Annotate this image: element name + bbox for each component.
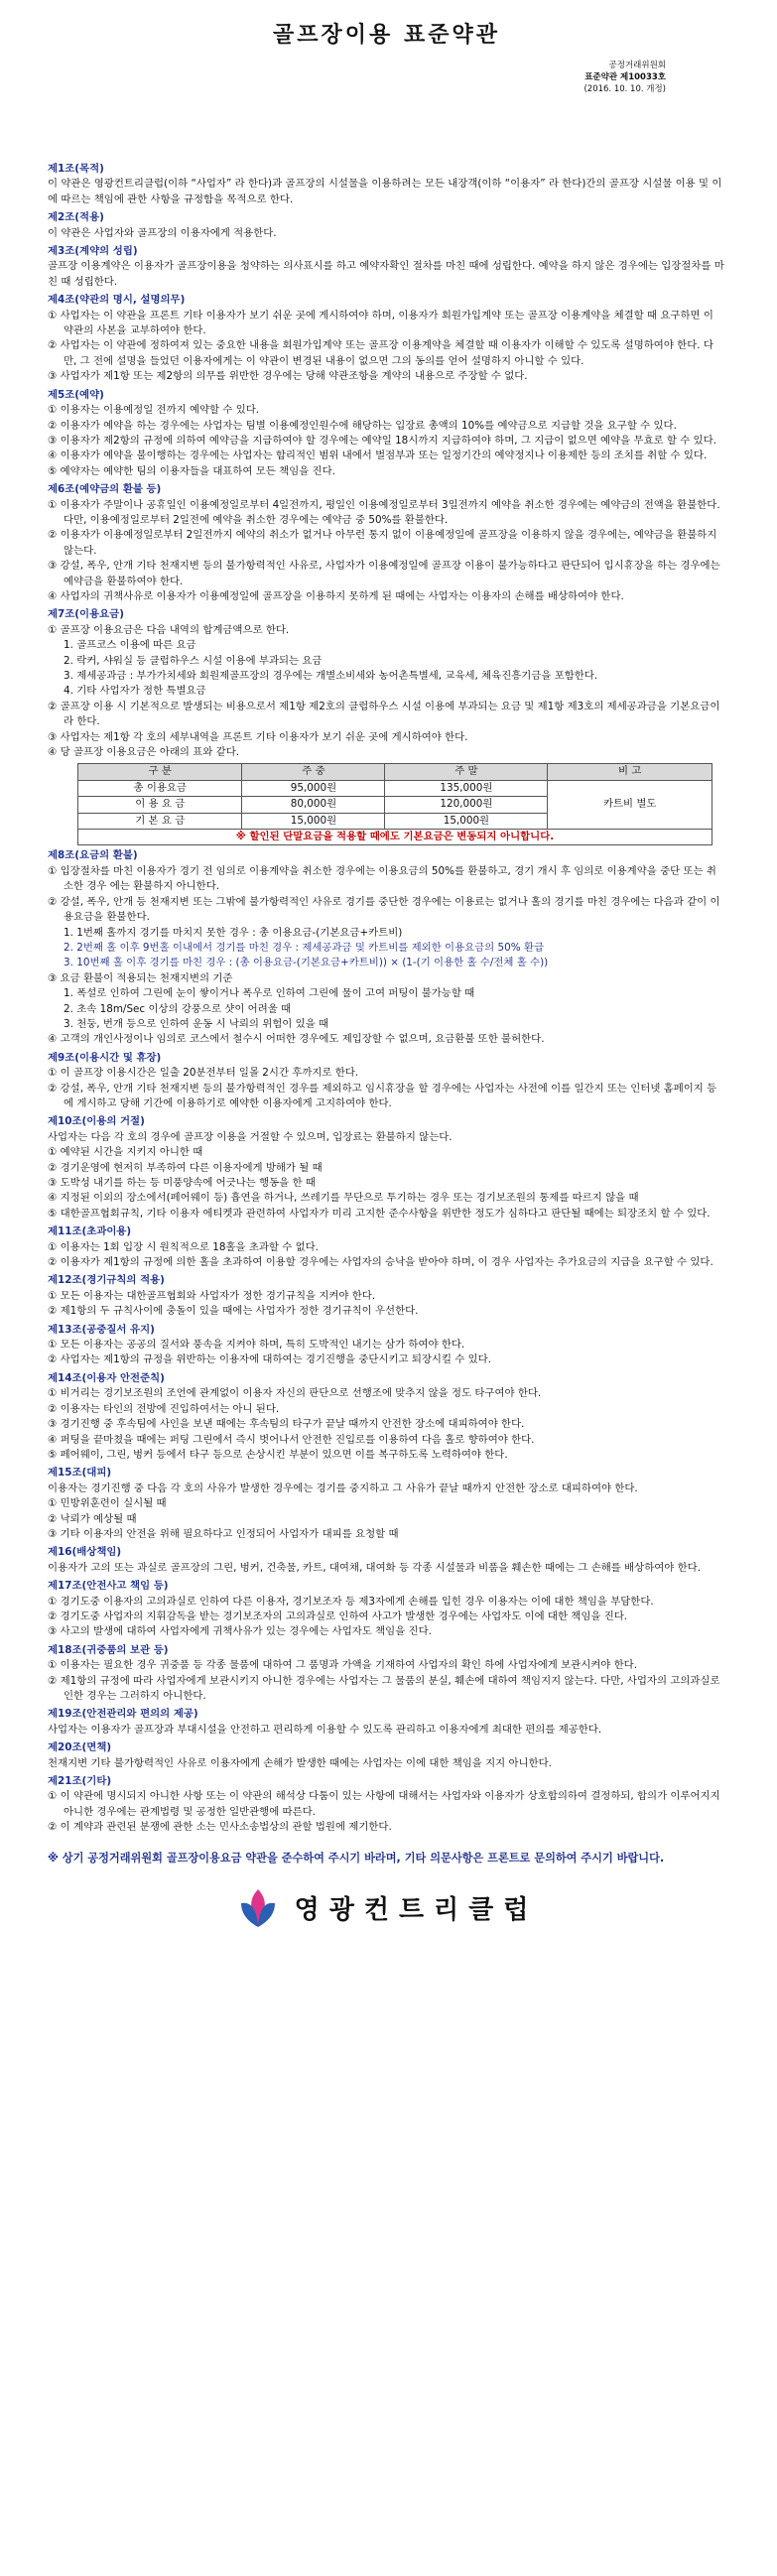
fee-table-cell: 80,000원 bbox=[242, 797, 385, 813]
clause-item: ④ 사업자의 귀책사유로 이용자가 이용예정일에 골프장을 이용하지 못하게 된 때에는 사업자는 이용자의 손해를 배상하여야 한다. bbox=[48, 589, 624, 602]
clause-item: ② 강설, 폭우, 안개 기타 천재지변 등의 불가항력적인 경우를 제외하고 임시휴장을 할 경우에는 사업자는 사전에 이를 일간지 또는 인터넷 홈페이지 등에 게시하고 당해 기간에 이용하기로 예약한 이용자에게 고지하여야 한다. bbox=[48, 1082, 717, 1109]
clause-item: ① 비거리는 경기보조원의 조언에 관계없이 이용자 자신의 판단으로 선행조에 맞추지 않을 정도 타구여야 한다. bbox=[48, 1387, 542, 1400]
article-heading: 제10조(이용의 거절) bbox=[48, 1115, 145, 1128]
clause-item: ② 제1항의 두 규칙사이에 충돌이 있을 때에는 사업자가 정한 경기규칙이 우선한다. bbox=[48, 1305, 419, 1318]
clause-item: ① 사업자는 이 약관을 프론트 기타 이용자가 보기 쉬운 곳에 게시하여야 하며, 이용자가 회원가입계약 또는 골프장 이용계약을 체결할 때 요구하면 이 약관의 사본을 교부하여야 한다. bbox=[48, 309, 713, 337]
sub-clause-item: 1. 1번째 홀까지 경기를 마치지 못한 경우 : 총 이용요금-(기본요금+카트비) bbox=[64, 926, 403, 939]
article-text: 천재지변 기타 불가항력적인 사유로 이용자에게 손해가 발생한 때에는 사업자는 이에 대한 책임을 지지 아니한다. bbox=[48, 1756, 552, 1769]
club-logo-icon bbox=[235, 1885, 281, 1931]
sub-clause-item: 1. 골프코스 이용에 따른 요금 bbox=[64, 639, 196, 652]
clause-item: ② 제1항의 규정에 따라 사업자에게 보관시키지 아니한 경우에는 사업자는 그 물품의 분실, 훼손에 대하여 책임지지 않는다. 다만, 사업자의 고의과실로 인한 경우는 그러하지 아니한다. bbox=[48, 1674, 720, 1702]
fee-table-cell: 기 본 요 금 bbox=[78, 813, 242, 829]
article-heading: 제13조(공중질서 유지) bbox=[48, 1323, 155, 1336]
sub-clause-item: 3. 10번째 홀 이후 경기를 마친 경우 : (총 이용요금-(기본요금+카트비)) × (1-(기 이용한 홀 수/전체 홀 수)) bbox=[64, 957, 549, 969]
clause-item: ⑤ 페어웨이, 그린, 벙커 등에서 타구 등으로 손상시킨 부분이 있으면 이를 복구하도록 노력하여야 한다. bbox=[48, 1448, 508, 1461]
article-heading: 제5조(예약) bbox=[48, 388, 104, 401]
club-logo-text: 영광컨트리클럽 bbox=[294, 1895, 539, 1926]
document-title: 골프장이용 표준약관 bbox=[273, 23, 500, 48]
clause-item: ② 사업자는 이 약관에 정하여져 있는 중요한 내용을 회원가입계약 또는 골프장 이용계약을 체결할 때 이용자가 이해할 수 있도록 설명하여야 한다. 다만, 그 전에 설명을 들었던 이용자에게는 이 약관이 변경된 내용이 없으면 그의 동의를 얻어 설명하지 아니할 수 있다. bbox=[48, 339, 713, 367]
clause-item: ① 이 골프장 이용시간은 일출 20분전부터 일몰 2시간 후까지로 한다. bbox=[48, 1067, 359, 1080]
article-heading: 제7조(이용요금) bbox=[48, 608, 124, 621]
clause-item: ② 이용자가 이용예정일로부터 2일전까지 예약의 취소가 없거나 아무런 통지 없이 이용예정일에 골프장을 이용하지 않을 경우에는, 예약금을 환불하지 않는다. bbox=[48, 529, 717, 557]
article-heading: 제12조(경기규칙의 적용) bbox=[48, 1274, 165, 1287]
clause-item: ③ 사업자가 제1항 또는 제2항의 의무를 위반한 경우에는 당해 약관조항을 계약의 내용으로 주장할 수 없다. bbox=[48, 370, 528, 383]
sub-clause-item: 2. 초속 18m/Sec 이상의 강풍으로 샷이 어려울 때 bbox=[64, 1002, 292, 1015]
sub-clause-item: 4. 기타 사업자가 정한 특별요금 bbox=[64, 685, 206, 698]
clause-item: ① 골프장 이용요금은 다음 내역의 합계금액으로 한다. bbox=[48, 623, 290, 636]
clause-item: ① 경기도중 이용자의 고의과실로 인하여 다른 이용자, 경기보조자 등 제3자에게 손해를 입힌 경우 이용자는 이에 대한 책임을 부담한다. bbox=[48, 1595, 654, 1608]
article-text: 이 약관은 영광컨트리클럽(이하 “사업자” 라 한다)과 골프장의 시설물을 이용하려는 모든 내장객(이하 “이용자” 라 한다)간의 골프장 시설물 이용 및 이에 따르는 책임에 관한 사항을 규정함을 목적으로 한다. bbox=[48, 178, 722, 205]
fee-table-row bbox=[78, 780, 712, 796]
fee-table bbox=[77, 763, 712, 845]
clause-item: ② 경기운영에 현저히 부족하여 다른 이용자에게 방해가 될 때 bbox=[48, 1161, 323, 1174]
article-heading: 제1조(목적) bbox=[48, 163, 104, 175]
stamp-org: 공정거래위원회 bbox=[608, 61, 666, 70]
clause-item: ③ 사고의 발생에 대하여 사업자에게 귀책사유가 있는 경우에는 사업자도 책임을 진다. bbox=[48, 1625, 432, 1638]
article-heading: 제15조(대피) bbox=[48, 1467, 112, 1480]
clause-item: ② 골프장 이용 시 기본적으로 발생되는 비용으로서 제1항 제2호의 클럽하우스 시설 이용에 부과되는 요금 및 제1항 제3호의 제세공과금을 기본요금이라 한다. bbox=[48, 700, 720, 728]
clause-item: ② 낙뢰가 예상될 때 bbox=[48, 1512, 137, 1525]
clause-item: ① 민방위훈련이 실시될 때 bbox=[48, 1497, 167, 1510]
article-text: 이용자는 경기진행 중 다음 각 호의 사유가 발생한 경우에는 경기를 중지하고 그 사유가 끝날 때까지 안전한 장소로 대피하여야 한다. bbox=[48, 1481, 638, 1494]
clause-item: ④ 지정된 이외의 장소에서(페어웨이 등) 흡연을 하거나, 쓰레기를 무단으로 투기하는 경우 또는 경기보조원의 통제를 따르지 않을 때 bbox=[48, 1192, 639, 1205]
clause-item: ① 이용자는 필요한 경우 귀중품 등 각종 물품에 대하여 그 품명과 가액을 기재하여 사업자의 확인 하에 사업자에게 보관시켜야 한다. bbox=[48, 1659, 638, 1672]
fee-table-header: 비 고 bbox=[548, 764, 712, 780]
clause-item: ② 경기도중 사업자의 지휘감독을 받는 경기보조자의 고의과실로 인하여 사고가 발생한 경우에는 사업자도 이에 대한 책임을 진다. bbox=[48, 1610, 628, 1622]
terms-body bbox=[48, 162, 725, 1836]
fee-table-header: 구 분 bbox=[78, 764, 242, 780]
clause-item: ① 이용자는 이용예정일 전까지 예약할 수 있다. bbox=[48, 404, 260, 417]
sub-clause-item: 3. 제세공과금 : 부가가치세와 회원제골프장의 경우에는 개별소비세와 농어촌특별세, 교육세, 체육진흥기금을 포함한다. bbox=[64, 670, 598, 682]
fee-table-cell: 이 용 요 금 bbox=[78, 797, 242, 813]
clause-item: ① 모든 이용자는 공공의 질서와 풍속을 지켜야 하며, 특히 도박적인 내기는 삼가 하여야 한다. bbox=[48, 1339, 465, 1352]
fee-table-cell: 95,000원 bbox=[242, 780, 385, 796]
clause-item: ③ 기타 이용자의 안전을 위해 필요하다고 인정되어 사업자가 대피를 요청할 때 bbox=[48, 1527, 399, 1540]
fee-table-cell: 15,000원 bbox=[385, 813, 548, 829]
article-heading: 제21조(기타) bbox=[48, 1775, 112, 1788]
clause-item: ④ 당 골프장 이용요금은 아래의 표와 같다. bbox=[48, 746, 240, 759]
article-text: 사업자는 다음 각 호의 경우에 골프장 이용을 거절할 수 있으며, 입장료는 환불하지 않는다. bbox=[48, 1130, 453, 1143]
fee-table-cell: 120,000원 bbox=[385, 797, 548, 813]
clause-item: ② 강설, 폭우, 안개 등 천재지변 또는 그밖에 불가항력적인 사유로 경기를 중단한 경우에는 이용료는 없거나 홀의 경기를 마친 경우에는 다음과 같이 이용요금을 환불한다. bbox=[48, 895, 720, 924]
article-heading: 제19조(안전관리와 편의의 제공) bbox=[48, 1708, 198, 1721]
article-text: 사업자는 이용자가 골프장과 부대시설을 안전하고 편리하게 이용할 수 있도록 관리하고 이용자에게 최대한 편의를 제공한다. bbox=[48, 1723, 602, 1736]
clause-item: ① 입장절차를 마친 이용자가 경기 전 임의로 이용계약을 취소한 경우에는 이용요금의 50%를 환불하고, 경기 개시 후 임의로 이용계약을 중단 또는 취소한 경우 에는 환불하지 아니한다. bbox=[48, 864, 716, 893]
clause-item: ① 이용자가 주말이나 공휴일인 이용예정일로부터 4일전까지, 평일인 이용예정일로부터 3일전까지 예약을 취소한 경우에는 예약금의 전액을 환불한다. 다만, 이용예정일로부터 2일전에 예약을 취소한 경우에는 예약금 중 50%를 환불한다. bbox=[48, 498, 720, 526]
clause-item: ② 이용자는 타인의 전방에 진입하여서는 아니 된다. bbox=[48, 1402, 280, 1415]
clause-item: ③ 이용자가 제2항의 규정에 의하여 예약금을 지급하여야 할 경우에는 예약일 18시까지 지급하여야 하며, 그 지급이 없으면 예약을 무효로 할 수 있다. bbox=[48, 434, 716, 447]
article-heading: 제11조(초과이용) bbox=[48, 1225, 132, 1238]
clause-item: ③ 강설, 폭우, 안개 기타 천재지변 등의 불가항력적인 사유로, 사업자가 이용예정일에 골프장 이용이 불가능하다고 판단되어 입시휴장을 하는 경우에는 예약금을 환불하여야 한다. bbox=[48, 560, 720, 587]
fee-table-header: 주 말 bbox=[385, 764, 548, 780]
approval-stamp bbox=[48, 60, 725, 159]
article-heading: 제18조(귀중품의 보관 등) bbox=[48, 1643, 169, 1656]
clause-item: ① 모든 이용자는 대한골프협회와 사업자가 정한 경기규칙을 지켜야 한다. bbox=[48, 1289, 376, 1302]
clause-item: ③ 도박성 내기를 하는 등 미풍양속에 어긋나는 행동을 한 때 bbox=[48, 1177, 316, 1189]
clause-item: ② 사업자는 제1항의 규정을 위반하는 이용자에 대하여는 경기진행을 중단시키고 퇴장시킬 수 있다. bbox=[48, 1353, 492, 1366]
clause-item: ③ 요금 환불이 적용되는 천재지변의 기준 bbox=[48, 971, 233, 984]
clause-item: ① 이용자는 1회 입장 시 원칙적으로 18홀을 초과할 수 없다. bbox=[48, 1240, 319, 1253]
sub-clause-item: 1. 폭설로 인하여 그린에 눈이 쌓이거나 폭우로 인하여 그린에 물이 고여 퍼팅이 불가능할 때 bbox=[64, 987, 475, 1000]
clause-item: ⑤ 예약자는 예약한 팀의 이용자들을 대표하여 모든 책임을 진다. bbox=[48, 464, 335, 477]
article-heading: 제8조(요금의 환불) bbox=[48, 849, 138, 862]
article-heading: 제3조(계약의 성립) bbox=[48, 245, 138, 258]
article-text: 이 약관은 사업자와 골프장의 이용자에게 적용한다. bbox=[48, 226, 277, 239]
fee-table-cell: 총 이용요금 bbox=[78, 780, 242, 796]
clause-item: ② 이용자가 제1항의 규정에 의한 홀을 초과하여 이용할 경우에는 사업자의 승낙을 받아야 하며, 이 경우 사업자는 추가요금의 지급을 요구할 수 있다. bbox=[48, 1256, 713, 1269]
article-heading: 제20조(면책) bbox=[48, 1741, 112, 1754]
article-text: 골프장 이용계약은 이용자가 골프장이용을 청약하는 의사표시를 하고 예약자확인 절차를 마친 때에 성립한다. 예약을 하지 않은 경우에는 입장절차를 마친 때 성립한다. bbox=[48, 260, 724, 288]
stamp-date: (2016. 10. 10. 개정) bbox=[583, 84, 666, 94]
final-note: ※ 상기 공정거래위원회 골프장이용요금 약관을 준수하여 주시기 바라며, 기타 의문사항은 프론트로 문의하여 주시기 바랍니다. bbox=[48, 1851, 665, 1865]
clause-item: ③ 경기진행 중 후속팀에 사인을 보낸 때에는 후속팀의 타구가 끝날 때까지 안전한 장소에 대피하여야 한다. bbox=[48, 1418, 525, 1431]
article-heading: 제16(배상책임) bbox=[48, 1546, 122, 1559]
fee-table-cell: 15,000원 bbox=[242, 813, 385, 829]
clause-item: ④ 퍼팅을 끝마쳤을 때에는 퍼팅 그린에서 즉시 벗어나서 안전한 진입로를 이용하여 다음 홀로 향하여야 한다. bbox=[48, 1433, 535, 1446]
clause-item: ② 이용자가 예약을 하는 경우에는 사업자는 팀별 이용예정인원수에 해당하는 입장료 총액의 10%를 예약금으로 지급할 것을 요구할 수 있다. bbox=[48, 419, 677, 432]
article-text: 이용자가 고의 또는 과실로 골프장의 그린, 벙커, 건축물, 카트, 대여채, 대여화 등 각종 시설물과 비품을 훼손한 때에는 그 손해를 배상하여야 한다. bbox=[48, 1561, 701, 1574]
article-heading: 제9조(이용시간 및 휴장) bbox=[48, 1051, 162, 1064]
article-heading: 제2조(적용) bbox=[48, 211, 104, 224]
clause-item: ① 이 약관에 명시되지 아니한 사항 또는 이 약관의 해석상 다툼이 있는 사항에 대해서는 사업자와 이용자가 상호합의하여 결정하되, 합의가 이루어지지 아니한 경우에는 관계법령 및 공정한 일반관행에 따른다. bbox=[48, 1790, 720, 1818]
article-heading: 제17조(안전사고 책임 등) bbox=[48, 1580, 169, 1593]
clause-item: ④ 고객의 개인사정이나 임의로 코스에서 철수시 어떠한 경우에도 제입장할 수 없으며, 요금환불 또한 불허한다. bbox=[48, 1033, 545, 1046]
article-heading: 제4조(약관의 명시, 설명의무) bbox=[48, 294, 186, 307]
club-logo bbox=[48, 1885, 725, 1931]
article-heading: 제6조(예약금의 환불 등) bbox=[48, 483, 162, 496]
sub-clause-item: 2. 2번째 홀 이후 9번홀 이내에서 경기를 마친 경우 : 제세공과금 및 카트비를 제외한 이용요금의 50% 환급 bbox=[64, 941, 544, 954]
fee-table-remark: 카트비 별도 bbox=[548, 780, 712, 829]
article-heading: 제14조(이용자 안전준칙) bbox=[48, 1371, 165, 1384]
fee-table-cell: 135,000원 bbox=[385, 780, 548, 796]
stamp-number: 표준약관 제10033호 bbox=[584, 72, 666, 82]
sub-clause-item: 3. 천둥, 번개 등으로 인하여 운동 시 낙뢰의 위험이 있을 때 bbox=[64, 1017, 329, 1030]
fee-table-header: 주 중 bbox=[242, 764, 385, 780]
clause-item: ⑤ 대한골프협회규칙, 기타 이용자 에티켓과 관련하여 사업자가 미리 고지한 준수사항을 위반한 정도가 심하다고 판단될 때에는 퇴장조치 할 수 있다. bbox=[48, 1207, 711, 1220]
clause-item: ③ 사업자는 제1항 각 호의 세부내역을 프론트 기타 이용자가 보기 쉬운 곳에 게시하여야 한다. bbox=[48, 730, 468, 743]
clause-item: ② 이 계약과 관련된 분쟁에 관한 소는 민사소송법상의 관할 법원에 제기한다. bbox=[48, 1821, 392, 1834]
fee-table-note: ※ 할인된 단말요금을 적용할 때에도 기본요금은 변동되지 아니합니다. bbox=[78, 830, 712, 845]
clause-item: ① 예약된 시간을 지키지 아니한 때 bbox=[48, 1146, 203, 1159]
clause-item: ④ 이용자가 예약을 불이행하는 경우에는 사업자는 합리적인 범위 내에서 벌점부과 또는 일정기간의 예약정지나 이용제한 등의 조치를 취할 수 있다. bbox=[48, 450, 708, 462]
sub-clause-item: 2. 락커, 샤워실 등 클럽하우스 시설 이용에 부과되는 요금 bbox=[64, 654, 323, 667]
